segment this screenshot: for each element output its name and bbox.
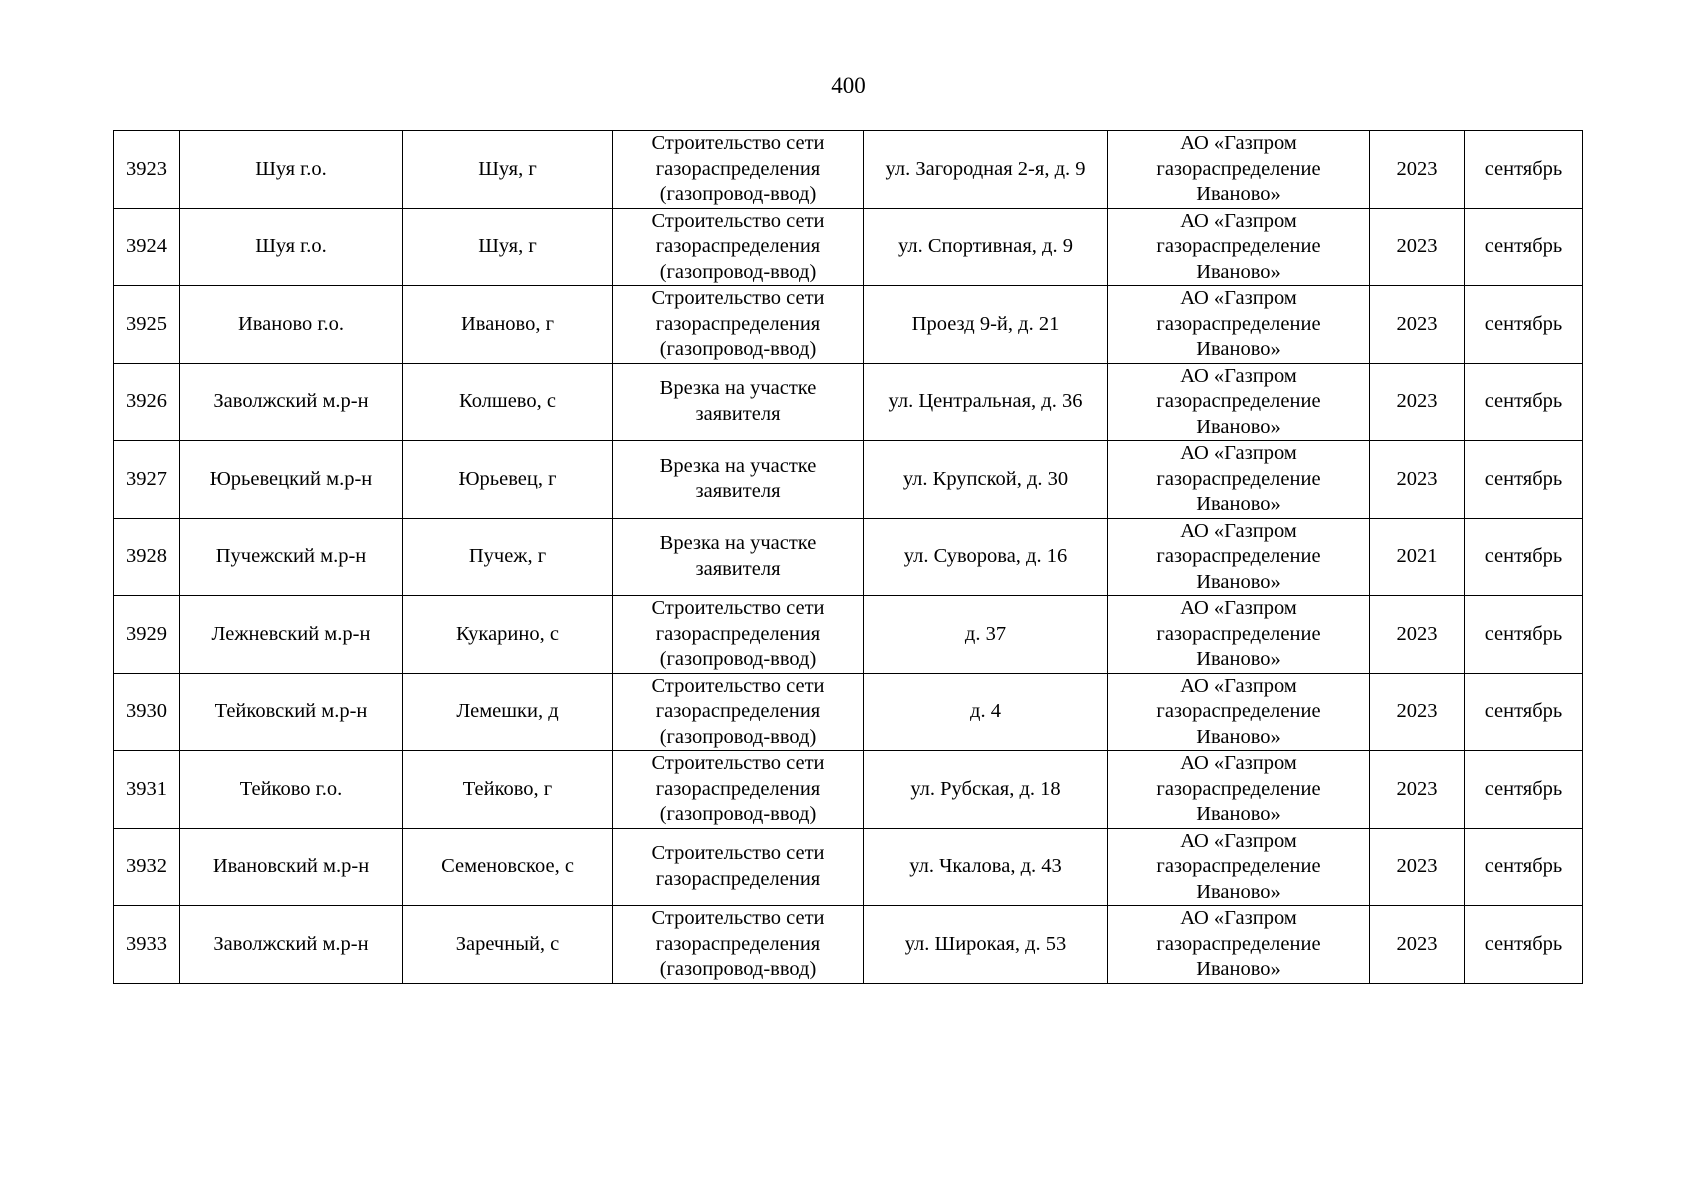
table-row xyxy=(114,906,1583,984)
organization-cell: АО «Газпром газораспределение Иваново» xyxy=(1108,441,1370,519)
settlement-cell: Юрьевец, г xyxy=(403,441,613,519)
work-type-cell: Врезка на участке заявителя xyxy=(613,363,864,441)
month-cell: сентябрь xyxy=(1465,518,1583,596)
settlement-cell: Иваново, г xyxy=(403,286,613,364)
organization-cell: АО «Газпром газораспределение Иваново» xyxy=(1108,518,1370,596)
work-type-cell: Строительство сети газораспределения (газопровод-ввод) xyxy=(613,673,864,751)
work-type-cell: Строительство сети газораспределения (газопровод-ввод) xyxy=(613,906,864,984)
table-row xyxy=(114,441,1583,519)
page-number: 400 xyxy=(831,73,866,98)
year-cell: 2023 xyxy=(1370,673,1465,751)
district-cell: Шуя г.о. xyxy=(180,208,403,286)
month-cell: сентябрь xyxy=(1465,208,1583,286)
organization-cell: АО «Газпром газораспределение Иваново» xyxy=(1108,596,1370,674)
address-cell: ул. Спортивная, д. 9 xyxy=(864,208,1108,286)
district-cell: Тейковский м.р-н xyxy=(180,673,403,751)
year-cell: 2023 xyxy=(1370,208,1465,286)
work-type-cell: Врезка на участке заявителя xyxy=(613,441,864,519)
gasification-table xyxy=(113,130,1583,984)
settlement-cell: Тейково, г xyxy=(403,751,613,829)
table-row xyxy=(114,673,1583,751)
row-number-cell: 3932 xyxy=(114,828,180,906)
month-cell: сентябрь xyxy=(1465,828,1583,906)
row-number-cell: 3923 xyxy=(114,131,180,209)
organization-cell: АО «Газпром газораспределение Иваново» xyxy=(1108,828,1370,906)
row-number-cell: 3931 xyxy=(114,751,180,829)
table-row xyxy=(114,596,1583,674)
settlement-cell: Шуя, г xyxy=(403,208,613,286)
settlement-cell: Заречный, с xyxy=(403,906,613,984)
district-cell: Шуя г.о. xyxy=(180,131,403,209)
district-cell: Пучежский м.р-н xyxy=(180,518,403,596)
year-cell: 2023 xyxy=(1370,131,1465,209)
address-cell: ул. Загородная 2-я, д. 9 xyxy=(864,131,1108,209)
month-cell: сентябрь xyxy=(1465,131,1583,209)
year-cell: 2023 xyxy=(1370,286,1465,364)
district-cell: Тейково г.о. xyxy=(180,751,403,829)
table-row xyxy=(114,828,1583,906)
settlement-cell: Шуя, г xyxy=(403,131,613,209)
row-number-cell: 3928 xyxy=(114,518,180,596)
year-cell: 2023 xyxy=(1370,751,1465,829)
year-cell: 2023 xyxy=(1370,441,1465,519)
row-number-cell: 3930 xyxy=(114,673,180,751)
year-cell: 2023 xyxy=(1370,596,1465,674)
row-number-cell: 3925 xyxy=(114,286,180,364)
month-cell: сентябрь xyxy=(1465,441,1583,519)
address-cell: ул. Широкая, д. 53 xyxy=(864,906,1108,984)
row-number-cell: 3933 xyxy=(114,906,180,984)
row-number-cell: 3926 xyxy=(114,363,180,441)
address-cell: ул. Крупской, д. 30 xyxy=(864,441,1108,519)
table-body xyxy=(114,131,1583,984)
district-cell: Заволжский м.р-н xyxy=(180,363,403,441)
month-cell: сентябрь xyxy=(1465,906,1583,984)
work-type-cell: Строительство сети газораспределения (газопровод-ввод) xyxy=(613,751,864,829)
address-cell: д. 4 xyxy=(864,673,1108,751)
address-cell: д. 37 xyxy=(864,596,1108,674)
address-cell: ул. Суворова, д. 16 xyxy=(864,518,1108,596)
organization-cell: АО «Газпром газораспределение Иваново» xyxy=(1108,673,1370,751)
table-row xyxy=(114,363,1583,441)
work-type-cell: Врезка на участке заявителя xyxy=(613,518,864,596)
year-cell: 2021 xyxy=(1370,518,1465,596)
work-type-cell: Строительство сети газораспределения (газопровод-ввод) xyxy=(613,596,864,674)
table-row xyxy=(114,518,1583,596)
settlement-cell: Колшево, с xyxy=(403,363,613,441)
settlement-cell: Пучеж, г xyxy=(403,518,613,596)
table-row xyxy=(114,208,1583,286)
settlement-cell: Семеновское, с xyxy=(403,828,613,906)
year-cell: 2023 xyxy=(1370,828,1465,906)
work-type-cell: Строительство сети газораспределения (газопровод-ввод) xyxy=(613,286,864,364)
address-cell: ул. Чкалова, д. 43 xyxy=(864,828,1108,906)
settlement-cell: Кукарино, с xyxy=(403,596,613,674)
organization-cell: АО «Газпром газораспределение Иваново» xyxy=(1108,286,1370,364)
district-cell: Лежневский м.р-н xyxy=(180,596,403,674)
table-row xyxy=(114,751,1583,829)
address-cell: ул. Центральная, д. 36 xyxy=(864,363,1108,441)
month-cell: сентябрь xyxy=(1465,286,1583,364)
organization-cell: АО «Газпром газораспределение Иваново» xyxy=(1108,751,1370,829)
district-cell: Юрьевецкий м.р-н xyxy=(180,441,403,519)
row-number-cell: 3927 xyxy=(114,441,180,519)
month-cell: сентябрь xyxy=(1465,363,1583,441)
address-cell: ул. Рубская, д. 18 xyxy=(864,751,1108,829)
settlement-cell: Лемешки, д xyxy=(403,673,613,751)
row-number-cell: 3929 xyxy=(114,596,180,674)
district-cell: Ивановский м.р-н xyxy=(180,828,403,906)
organization-cell: АО «Газпром газораспределение Иваново» xyxy=(1108,906,1370,984)
month-cell: сентябрь xyxy=(1465,673,1583,751)
table-row xyxy=(114,286,1583,364)
year-cell: 2023 xyxy=(1370,363,1465,441)
month-cell: сентябрь xyxy=(1465,596,1583,674)
row-number-cell: 3924 xyxy=(114,208,180,286)
work-type-cell: Строительство сети газораспределения (газопровод-ввод) xyxy=(613,131,864,209)
district-cell: Заволжский м.р-н xyxy=(180,906,403,984)
organization-cell: АО «Газпром газораспределение Иваново» xyxy=(1108,131,1370,209)
organization-cell: АО «Газпром газораспределение Иваново» xyxy=(1108,208,1370,286)
table-row xyxy=(114,131,1583,209)
address-cell: Проезд 9-й, д. 21 xyxy=(864,286,1108,364)
year-cell: 2023 xyxy=(1370,906,1465,984)
month-cell: сентябрь xyxy=(1465,751,1583,829)
organization-cell: АО «Газпром газораспределение Иваново» xyxy=(1108,363,1370,441)
district-cell: Иваново г.о. xyxy=(180,286,403,364)
work-type-cell: Строительство сети газораспределения xyxy=(613,828,864,906)
work-type-cell: Строительство сети газораспределения (газопровод-ввод) xyxy=(613,208,864,286)
